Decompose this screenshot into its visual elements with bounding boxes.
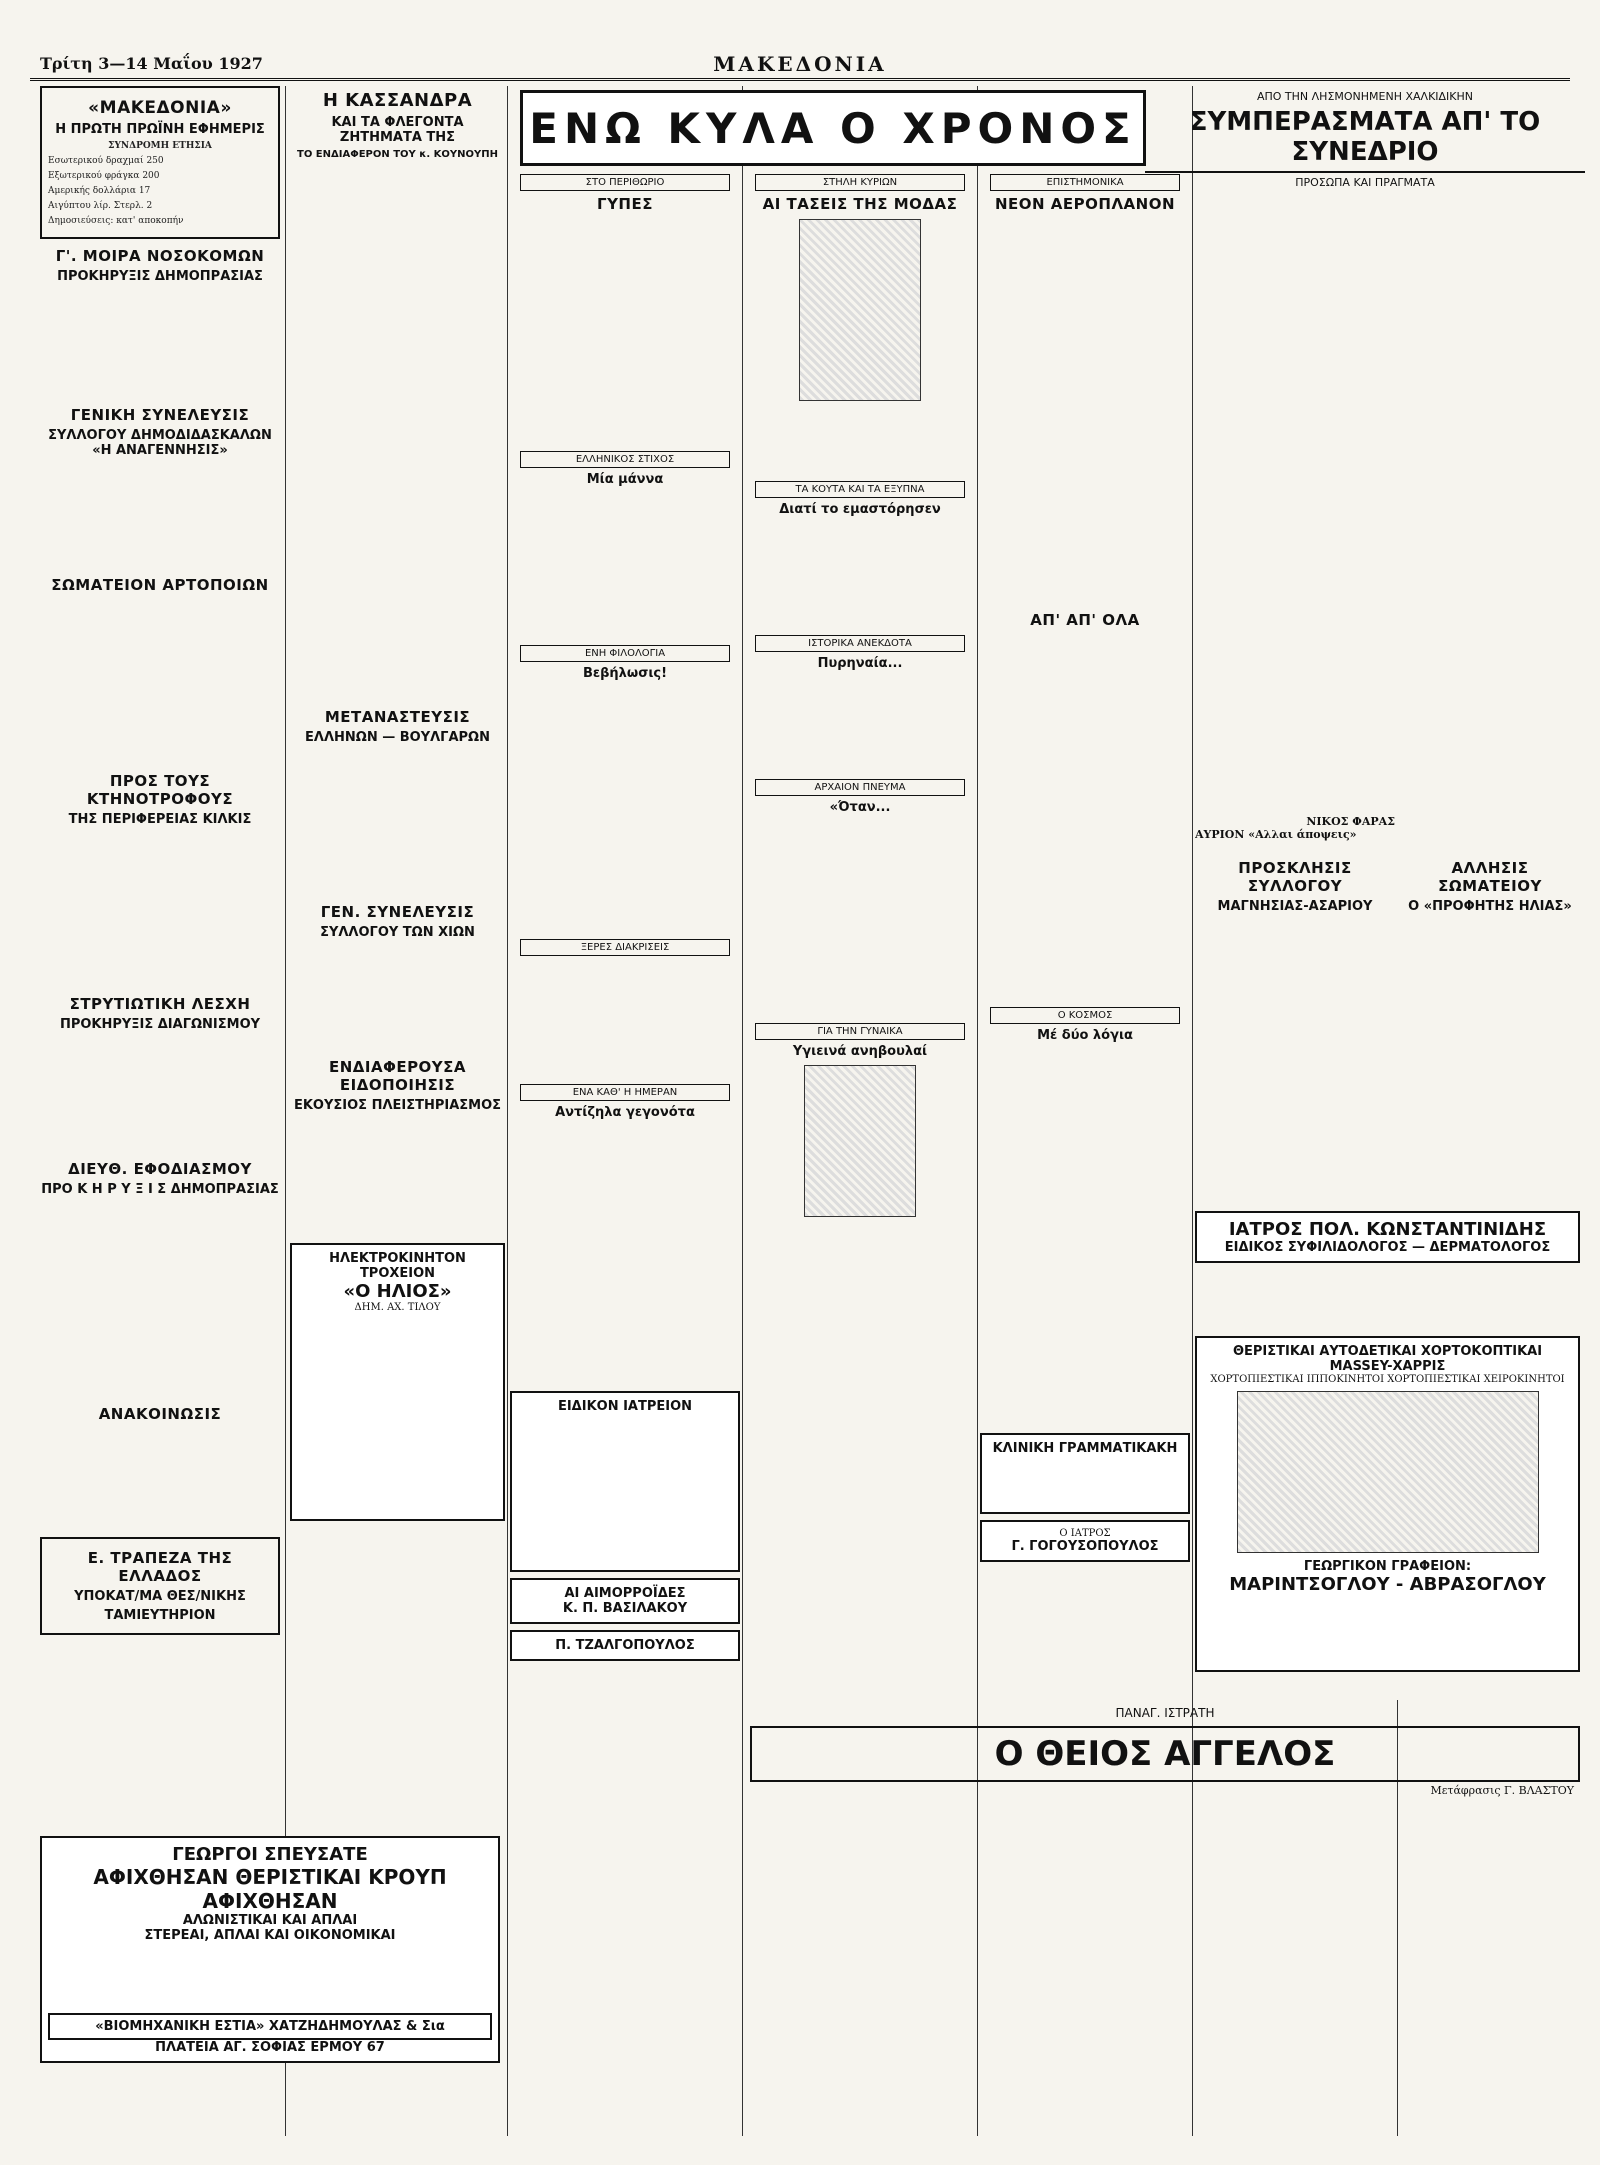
text-block	[40, 598, 280, 768]
text-block	[980, 633, 1190, 1003]
column-rule	[507, 86, 508, 2136]
article-heading: ΓΥΠΕΣ	[597, 195, 653, 213]
next-issue-note: ΑΥΡΙΟΝ «Αλλαι άποψεις»	[1195, 828, 1357, 841]
article-subheading: ΤΟ ΕΝΔΙΑΦΕΡΟΝ ΤΟΥ κ. ΚΟΥΝΟΥΠΗ	[297, 149, 498, 160]
harvester-illustration	[1237, 1391, 1539, 1553]
notice-heading: ΔΙΕΥΘ. ΕΦΟΔΙΑΣΜΟΥ	[68, 1160, 252, 1178]
ad-headline: ΑΦΙΧΘΗΣΑΝ ΘΕΡΙΣΤΙΚΑΙ ΚΡΟΥΠ ΑΦΙΧΘΗΣΑΝ	[93, 1865, 447, 1913]
bank-name: Ε. ΤΡΑΠΕΖΑ ΤΗΣ ΕΛΛΑΔΟΣ	[87, 1549, 233, 1585]
ad-line: ΘΕΡΙΣΤΙΚΑΙ ΑΥΤΟΔΕΤΙΚΑΙ ΧΟΡΤΟΚΟΠΤΙΚΑΙ	[1232, 1344, 1543, 1359]
box-line: Εσωτερικού δραχμαί 250	[48, 156, 164, 166]
ad-title: ΕΙΔΙΚΟΝ ΙΑΤΡΕΙΟΝ	[557, 1399, 693, 1414]
column-rule	[977, 86, 978, 2136]
ad-line: ΑΛΩΝΙΣΤΙΚΑΙ ΚΑΙ ΑΠΛΑΙ	[182, 1913, 358, 1928]
author-signature: ΝΙΚΟΣ ΦΑΡΑΣ	[1306, 815, 1395, 828]
notice-subheading: Ο «ΠΡΟΦΗΤΗΣ ΗΛΙΑΣ»	[1408, 899, 1572, 914]
ad-doctor-name: ΙΑΤΡΟΣ ΠΟΛ. ΚΩΝΣΤΑΝΤΙΝΙΔΗΣ	[1228, 1219, 1547, 1240]
column-5	[980, 170, 1190, 1690]
ad-box	[1195, 1211, 1580, 1263]
text-block	[298, 1313, 497, 1513]
notice-heading: ΑΛΛΗΣΙΣ ΣΩΜΑΤΕΙΟΥ	[1438, 859, 1542, 895]
ad-box	[40, 1836, 500, 2063]
article-heading: Διατί το εμαστόρησεν	[779, 502, 941, 517]
ad-specialty: ΕΙΔΙΚΟΣ ΣΥΦΙΛΙΔΟΛΟΓΟΣ — ΔΕΡΜΑΤΟΛΟΓΟΣ	[1224, 1240, 1551, 1255]
box-line: Εξωτερικού φράγκα 200	[48, 171, 160, 181]
text-block	[290, 164, 505, 704]
section-kicker: ΕΠΙΣΤΗΜΟΝΙΚΑ	[990, 174, 1180, 191]
section-kicker: ΣΤΟ ΠΕΡΙΘΩΡΙΟ	[520, 174, 730, 191]
notice-heading: ΠΡΟΣ ΤΟΥΣ ΚΤΗΝΟΤΡΟΦΟΥΣ	[86, 772, 234, 808]
notice-heading: ΠΡΟΣΚΛΗΣΙΣ ΣΥΛΛΟΓΟΥ	[1238, 859, 1352, 895]
text-block	[510, 491, 740, 641]
text-block	[980, 1047, 1190, 1427]
ad-title: ΑΙ ΑΙΜΟΡΡΟΪΔΕΣ	[564, 1586, 686, 1601]
notice-subheading: ΤΗΣ ΠΕΡΙΦΕΡΕΙΑΣ ΚΙΛΚΙΣ	[68, 812, 252, 827]
box-subtitle: Η ΠΡΩΤΗ ΠΡΩΪΝΗ ΕΦΗΜΕΡΙΣ	[55, 122, 265, 137]
section-kicker: ΕΛΛΗΝΙΚΟΣ ΣΤΙΧΟΣ	[520, 451, 730, 468]
bank-branch: ΥΠΟΚΑΤ/ΜΑ ΘΕΣ/ΝΙΚΗΣ	[74, 1589, 246, 1604]
text-block	[745, 819, 975, 1019]
section-kicker: ΣΤΗΛΗ ΚΥΡΙΩΝ	[755, 174, 965, 191]
article-heading: Μέ δύο λόγια	[1037, 1028, 1133, 1043]
banner-headline: ΣΥΜΠΕΡΑΣΜΑΤΑ ΑΠ' ΤΟ ΣΥΝΕΔΡΙΟ	[1145, 103, 1585, 173]
text-block	[1195, 175, 1395, 815]
ad-title: ΗΛΕΚΤΡΟΚΙΝΗΤΟΝ ΤΡΟΧΕΙΟΝ	[329, 1251, 466, 1281]
masthead	[30, 52, 1570, 81]
doctor-ad	[980, 1520, 1190, 1562]
text-block	[290, 1117, 505, 1237]
notice-subheading: ΠΡΟΚΗΡΥΞΙΣ ΔΙΑΓΩΝΙΣΜΟΥ	[59, 1017, 261, 1032]
article-heading: Αντίζηλα γεγονότα	[555, 1105, 695, 1120]
story-translator: Μετάφρασις Γ. ΒΛΑΣΤΟΥ	[1430, 1784, 1574, 1797]
text-block	[745, 407, 975, 477]
tram-ad	[290, 1243, 505, 1521]
column-6	[1195, 175, 1395, 1195]
text-block	[510, 685, 740, 935]
section-kicker: ΕΝΗ ΦΙΛΟΛΟΓΙΑ	[520, 645, 730, 662]
article-heading: Μία μάννα	[586, 472, 664, 487]
newspaper-title: ΜΑΚΕΔΟΝΙΑ	[713, 52, 887, 76]
notice-subheading: ΠΡΟ Κ Η Ρ Υ Ξ Ι Σ ΔΗΜΟΠΡΑΣΙΑΣ	[41, 1182, 279, 1197]
section-kicker: ΞΕΡΕΣ ΔΙΑΚΡΙΣΕΙΣ	[520, 939, 730, 956]
text-block	[510, 217, 740, 447]
box-title: «ΜΑΚΕΔΟΝΙΑ»	[88, 98, 232, 118]
box-line: ΣΥΝΔΡΟΜΗ ΕΤΗΣΙΑ	[108, 141, 212, 151]
article-heading: ΑΠ' ΑΠ' ΟΛΑ	[1030, 611, 1140, 629]
article-heading: ΝΕΟΝ ΑΕΡΟΠΛΑΝΟΝ	[994, 195, 1176, 213]
dentist-ad	[510, 1630, 740, 1661]
notice-heading: ΑΝΑΚΟΙΝΩΣΙΣ	[98, 1405, 222, 1423]
article-heading: ΜΕΤΑΝΑΣΤΕΥΣΙΣ	[324, 708, 471, 726]
column-rule	[1192, 86, 1193, 2136]
serial-story	[750, 1700, 1580, 1799]
bank-savings: ΤΑΜΙΕΥΤΗΡΙΟΝ	[104, 1608, 216, 1623]
story-title: Ο ΘΕΙΟΣ ΑΓΓΕΛΟΣ	[750, 1726, 1580, 1782]
column-rule	[742, 86, 743, 2136]
fashion-illustration	[799, 219, 921, 401]
column-rule	[285, 86, 286, 2136]
section-kicker: Ο ΚΟΣΜΟΣ	[990, 1007, 1180, 1024]
ad-owner: ΔΗΜ. ΑΧ. ΤΙΛΟΥ	[354, 1302, 441, 1313]
text-block	[290, 944, 505, 1054]
ad-name: «Ο ΗΛΙΟΣ»	[343, 1281, 452, 1302]
ad-title: Π. ΤΖΑΛΓΟΠΟΥΛΟΣ	[555, 1638, 695, 1653]
notice-subheading: ΠΡΟΚΗΡΥΞΙΣ ΔΗΜΟΠΡΑΣΙΑΣ	[57, 269, 263, 284]
notice-subheading: ΣΥΛΛΟΓΟΥ ΔΗΜΟΔΙΔΑΣΚΑΛΩΝ «Η ΑΝΑΓΕΝΝΗΣΙΣ»	[48, 428, 272, 458]
notice-heading: ΣΩΜΑΤΕΙΟΝ ΑΡΤΟΠΟΙΩΝ	[51, 576, 269, 594]
clinic-ad	[510, 1391, 740, 1572]
banner-subheading: ΠΡΟΣΩΠΑ ΚΑΙ ΠΡΑΓΜΑΤΑ	[1295, 176, 1435, 189]
text-block	[48, 1943, 492, 2013]
text-block	[40, 290, 280, 400]
ad-office: ΓΕΩΡΓΙΚΟΝ ΓΡΑΦΕΙΟΝ:	[1303, 1559, 1472, 1574]
article-heading: ΑΙ ΤΑΣΕΙΣ ΤΗΣ ΜΟΔΑΣ	[762, 195, 958, 213]
box-line: Αιγύπτου λίρ. Στερλ. 2	[48, 201, 153, 211]
section-kicker: ΤΑ ΚΟΥΤΑ ΚΑΙ ΤΑ ΕΞΥΠΝΑ	[755, 481, 965, 498]
text-block	[290, 749, 505, 899]
box-line: Αμερικής δολλάρια 17	[48, 186, 151, 196]
text-block	[40, 1427, 280, 1537]
text-block	[510, 1124, 740, 1234]
ad-address: ΠΛΑΤΕΙΑ ΑΓ. ΣΟΦΙΑΣ ΕΡΜΟΥ 67	[155, 2040, 385, 2055]
notice-subheading: ΜΑΓΝΗΣΙΑΣ-ΑΣΑΡΙΟΥ	[1217, 899, 1373, 914]
column-3-ads	[510, 1385, 740, 1667]
text-block	[40, 831, 280, 991]
article-heading: Πυρηναία...	[817, 656, 903, 671]
article-heading: Υγιεινά ανηβουλαί	[792, 1044, 928, 1059]
story-author: ΠΑΝΑΓ. ΙΣΤΡΑΤΗ	[1115, 1706, 1215, 1720]
ad-line: ΧΟΡΤΟΠΙΕΣΤΙΚΑΙ ΙΠΠΟΚΙΝΗΤΟΙ ΧΟΡΤΟΠΙΕΣΤΙΚΑΙ ΧΕΙΡΟΚΙΝΗΤΟΙ	[1210, 1374, 1565, 1385]
ad-firm: «ΒΙΟΜΗΧΑΝΙΚΗ ΕΣΤΙΑ» ΧΑΤΖΗΔΗΜΟΥΛΑΣ & Σια	[48, 2013, 492, 2040]
ad-title: ΚΛΙΝΙΚΗ ΓΡΑΜΜΑΤΙΚΑΚΗ	[992, 1441, 1178, 1456]
article-heading: ΕΝΔΙΑΦΕΡΟΥΣΑ ΕΙΔΟΠΟΙΗΣΙΣ	[328, 1058, 467, 1094]
machinery-ad	[1195, 1330, 1580, 1670]
notice-heading: Γ'. ΜΟΙΡΑ ΝΟΣΟΚΟΜΩΝ	[55, 247, 265, 265]
ad-doctor: Κ. Π. ΒΑΣΙΛΑΚΟΥ	[562, 1601, 688, 1616]
hat-illustration	[804, 1065, 916, 1217]
text-block	[1400, 175, 1580, 855]
article-subheading: ΚΑΙ ΤΑ ΦΛΕΓΟΝΤΑ ΖΗΤΗΜΑΤΑ ΤΗΣ	[331, 115, 464, 145]
article-subheading: ΕΛΛΗΝΩΝ — ΒΟΥΛΓΑΡΩΝ	[305, 730, 490, 745]
ad-doctor: Γ. ΓΟΓΟΥΣΟΠΟΥΛΟΣ	[1011, 1539, 1159, 1554]
column-2	[290, 86, 505, 2136]
article-heading: «Όταν...	[829, 800, 891, 815]
section-kicker: ΑΡΧΑΙΟΝ ΠΝΕΥΜΑ	[755, 779, 965, 796]
text-block	[40, 462, 280, 572]
dermatologist-ad	[1195, 1205, 1580, 1269]
text-block	[980, 217, 1190, 607]
ad-line: ΓΕΩΡΓΟΙ ΣΠΕΥΣΑΤΕ	[172, 1844, 368, 1865]
hemorrhoids-ad	[510, 1578, 740, 1624]
ad-title: Ο ΙΑΤΡΟΣ	[1059, 1528, 1111, 1539]
krupp-harvester-ad	[40, 1830, 500, 2069]
bank-box	[40, 1537, 280, 1635]
article-heading: Βεβήλωσις!	[582, 666, 668, 681]
section-kicker: ΙΣΤΟΡΙΚΑ ΑΝΕΚΔΟΤΑ	[755, 635, 965, 652]
notice-heading: ΣΤΡΥΤΙΩΤΙΚΗ ΛΕΣΧΗ	[69, 995, 251, 1013]
ad-brand: MASSEY-ΧΑΡΡΙΣ	[1329, 1359, 1446, 1374]
banner-kicker: ΑΠΟ ΤΗΝ ΛΗΣΜΟΝΗΜΕΝΗ ΧΑΛΚΙΔΙΚΗΝ	[1256, 90, 1474, 103]
ad-box	[1195, 1336, 1580, 1672]
notice-heading: ΓΕΝΙΚΗ ΣΥΝΕΛΕΥΣΙΣ	[70, 406, 250, 424]
clinic-ad	[980, 1433, 1190, 1514]
text-block	[745, 675, 975, 775]
text-block	[988, 1456, 1182, 1506]
subscription-box	[40, 86, 280, 239]
text-block	[40, 1201, 280, 1401]
article-heading: Η ΚΑΣΣΑΝΔΡΑ	[322, 90, 473, 111]
column-1	[40, 86, 280, 2136]
text-block	[510, 960, 740, 1080]
issue-date: Τρίτη 3—14 Μαΐου 1927	[40, 54, 263, 73]
text-block	[745, 521, 975, 631]
article-heading: ΓΕΝ. ΣΥΝΕΛΕΥΣΙΣ	[320, 903, 475, 921]
text-block	[518, 1414, 732, 1564]
banner-headline: ΕΝΩ ΚΥΛΑ Ο ΧΡΟΝΟΣ	[520, 90, 1146, 166]
box-line: Δημοσιεύσεις: κατ' αποκοπήν	[48, 216, 184, 226]
text-block	[40, 1036, 280, 1156]
article-subheading: ΣΥΛΛΟΓΟΥ ΤΩΝ ΧΙΩΝ	[320, 925, 475, 940]
article-subheading: ΕΚΟΥΣΙΟΣ ΠΛΕΙΣΤΗΡΙΑΣΜΟΣ	[293, 1098, 502, 1113]
section-kicker: ΓΙΑ ΤΗΝ ΓΥΝΑΙΚΑ	[755, 1023, 965, 1040]
ad-firm: ΜΑΡΙΝΤΣΟΓΛΟΥ - ΑΒΡΑΣΟΓΛΟΥ	[1229, 1574, 1546, 1595]
section-kicker: ΕΝΑ ΚΑΘ' Η ΗΜΕΡΑΝ	[520, 1084, 730, 1101]
ad-line: ΣΤΕΡΕΑΙ, ΑΠΛΑΙ ΚΑΙ ΟΙΚΟΝΟΜΙΚΑΙ	[144, 1928, 396, 1943]
column-7	[1400, 175, 1580, 1195]
column-4	[745, 170, 975, 1690]
